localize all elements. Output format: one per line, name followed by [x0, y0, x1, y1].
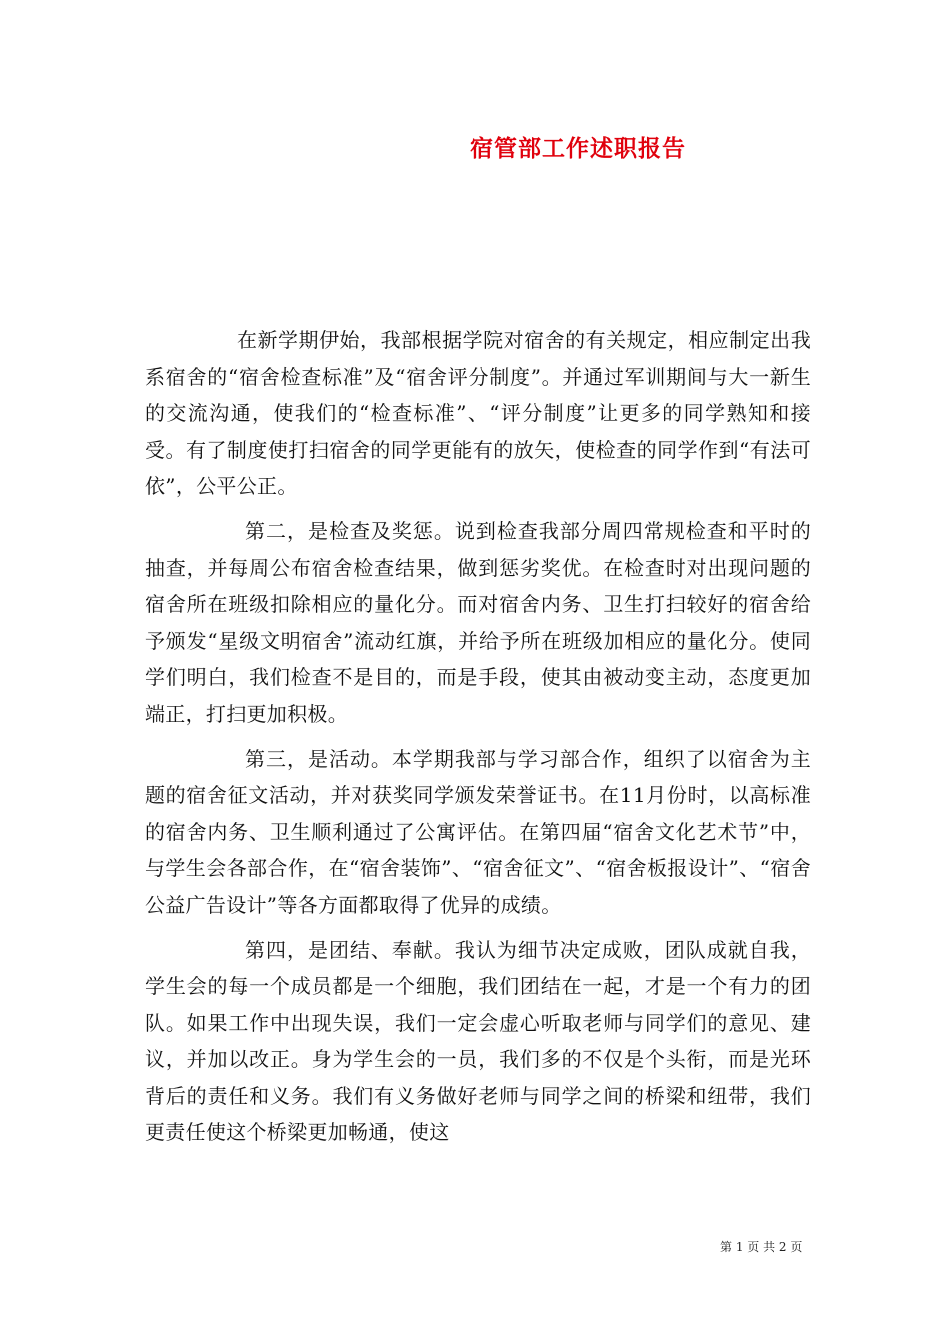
document-body — [145, 322, 811, 1151]
paragraph-intro: 在新学期伊始，我部根据学院对宿舍的有关规定，相应制定出我系宿舍的“宿舍检查标准”及“宿舍评分制度”。并通过军训期间与大一新生的交流沟通，使我们的“检查标准”、“评分制度”让更多的同学熟知和接受。有了制度使打扫宿舍的同学更能有的放矢，使检查的同学作到“有法可依”，公平公正。 — [145, 328, 811, 499]
document-title: 宿管部工作述职报告 — [470, 135, 686, 162]
paragraph-inspection: 第二，是检查及奖惩。说到检查我部分周四常规检查和平时的抽查，并每周公布宿舍检查结果，做到惩劣奖优。在检查时对出现问题的宿舍所在班级扣除相应的量化分。而对宿舍内务、卫生打扫较好的宿舍给予颁发“星级文明宿舍”流动红旗，并给予所在班级加相应的量化分。使同学们明白，我们检查不是目的，而是手段，使其由被动变主动，态度更加端正，打扫更加积极。 — [145, 518, 811, 726]
paragraph-activities: 第三，是活动。本学期我部与学习部合作，组织了以宿舍为主题的宿舍征文活动，并对获奖同学颁发荣誉证书。在11月份时，以高标准的宿舍内务、卫生顺利通过了公寓评估。在第四届“宿舍文化艺术节”中，与学生会各部合作，在“宿舍装饰”、“宿舍征文”、“宿舍板报设计”、“宿舍公益广告设计”等各方面都取得了优异的成绩。 — [145, 746, 811, 917]
paragraph-teamwork: 第四，是团结、奉献。我认为细节决定成败，团队成就自我，学生会的每一个成员都是一个细胞，我们团结在一起，才是一个有力的团队。如果工作中出现失误，我们一定会虚心听取老师与同学们的意见、建议，并加以改正。身为学生会的一员，我们多的不仅是个头衔，而是光环背后的责任和义务。我们有义务做好老师与同学之间的桥梁和纽带，我们更责任使这个桥梁更加畅通，使这 — [145, 937, 811, 1145]
page-number-footer: 第 1 页 共 2 页 — [720, 1240, 803, 1254]
